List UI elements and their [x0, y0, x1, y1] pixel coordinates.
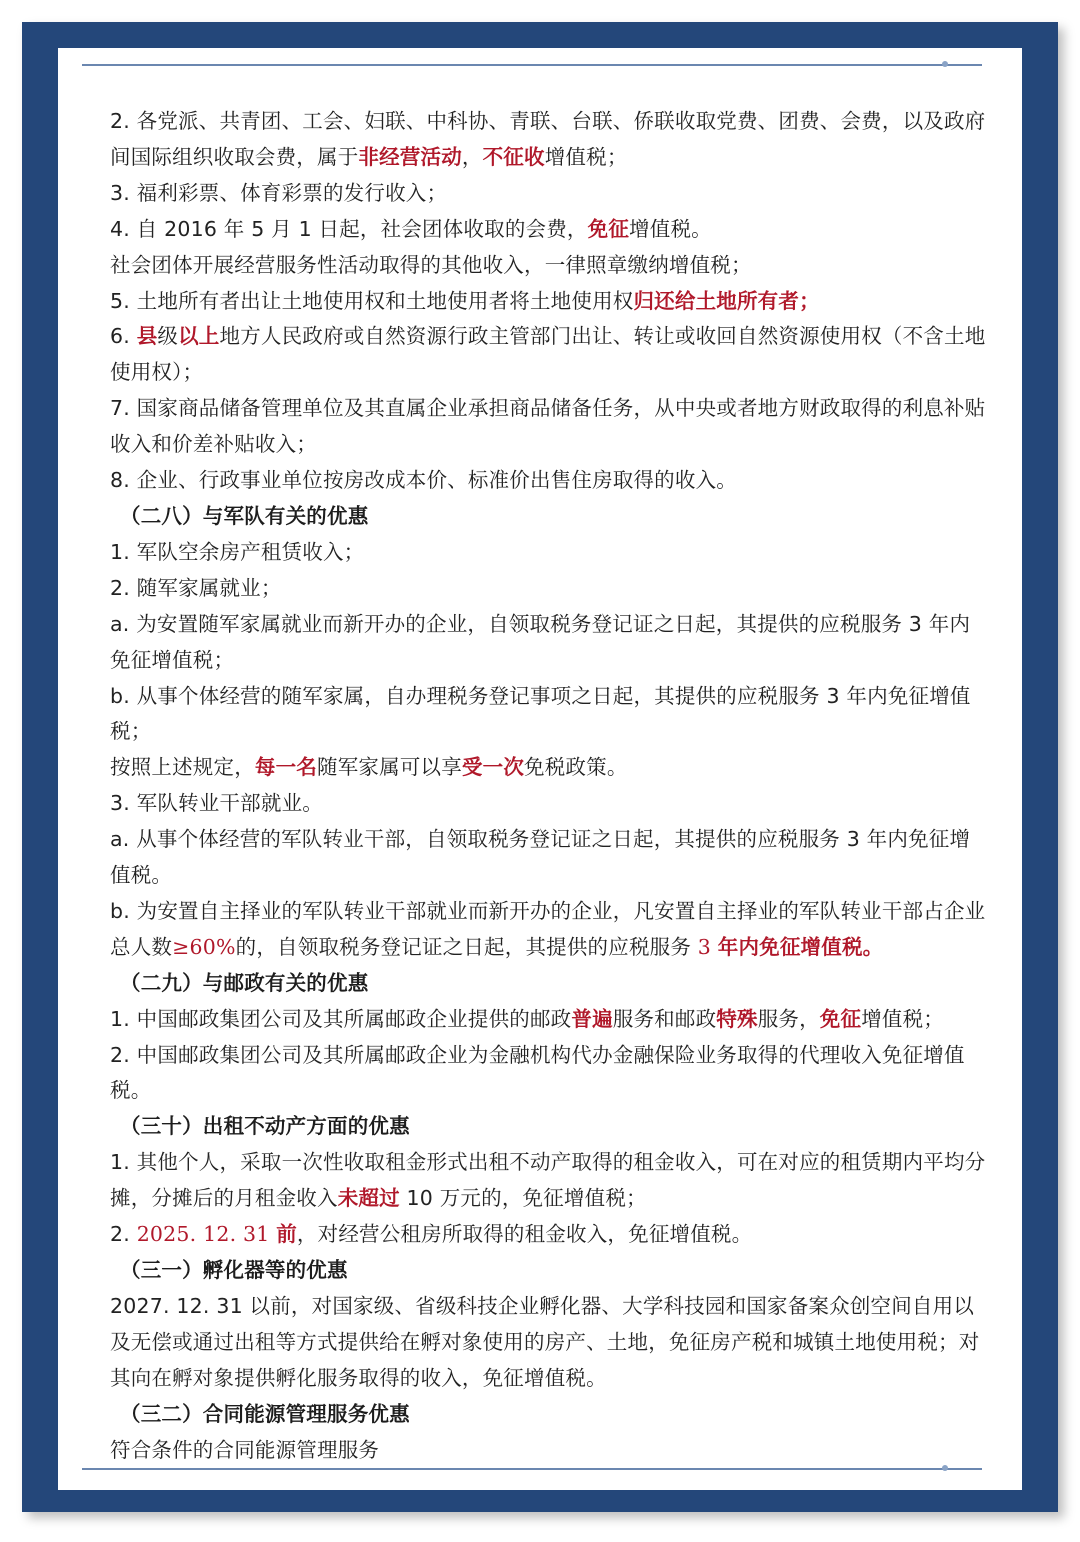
highlight-text: 不征收 [482, 144, 545, 169]
highlight-text: 免征 [587, 216, 630, 241]
paragraph [110, 1289, 990, 1397]
highlight-text: 每一名 [254, 755, 318, 780]
text-span: 服务， [757, 1006, 820, 1031]
paragraph [110, 1038, 990, 1110]
text-span: 5. 土地所有者出让土地使用权和土地使用者将土地使用权 [110, 288, 634, 313]
text-span: 按照上述规定， [110, 755, 255, 780]
text-span: 2. 随军家属就业； [110, 575, 282, 600]
highlight-text: 普遍 [571, 1006, 613, 1031]
text-span: （三十）出租不动产方面的优惠 [120, 1114, 410, 1139]
paragraph [110, 1433, 990, 1469]
text-span: （二八）与军队有关的优惠 [120, 503, 369, 528]
section-heading [110, 1397, 990, 1433]
document-body [110, 104, 990, 1468]
paragraph [110, 750, 990, 786]
text-span: 8. 企业、行政事业单位按房改成本价、标准价出售住房取得的收入。 [110, 468, 737, 493]
highlight-text: 县 [136, 324, 158, 349]
text-span: a. 为安置随军家属就业而新开办的企业，自领取税务登记证之日起，其提供的应税服务 3 年内免征增值税； [110, 611, 971, 672]
paragraph [110, 176, 990, 212]
text-span: ，对经营公租房所取得的租金收入，免征增值税。 [296, 1222, 753, 1247]
highlight-text: 以上 [178, 324, 220, 349]
paragraph [110, 535, 990, 571]
highlight-text: 2025. 12. 31 [136, 1222, 277, 1247]
paragraph [110, 679, 990, 751]
text-span: 符合条件的合同能源管理服务 [110, 1437, 380, 1462]
highlight-text: 归还给土地所有者； [633, 288, 820, 313]
text-span: （三一）孵化器等的优惠 [120, 1258, 348, 1282]
paragraph [110, 1002, 990, 1038]
top-divider [82, 64, 982, 66]
text-span: 10 万元的，免征增值税； [399, 1186, 647, 1211]
paragraph [110, 212, 990, 248]
text-span: 增值税； [861, 1006, 945, 1031]
highlight-text: 受一次 [461, 755, 525, 780]
paragraph [110, 1145, 990, 1217]
text-span: 4. 自 2016 年 5 月 1 日起，社会团体收取的会费， [110, 216, 588, 241]
highlight-text: ≥60% [172, 934, 236, 959]
section-heading [110, 966, 990, 1002]
text-span: 增值税； [544, 144, 628, 169]
text-span: 的，自领取税务登记证之日起，其提供的应税服务 [235, 934, 698, 959]
highlight-text: 免征 [819, 1006, 862, 1031]
text-span: 3. 军队转业干部就业。 [110, 791, 323, 816]
text-span: 2027. 12. 31 以前，对国家级、省级科技企业孵化器、大学科技园和国家备案众创空间自用以及无偿或通过出租等方式提供给在孵对象使用的房产、土地，免征房产税和城镇土地使用税；对其向在孵对象提供孵化服务取得的收入，免征增值税。 [110, 1293, 980, 1390]
highlight-text: 未超过 [337, 1186, 400, 1211]
paragraph [110, 1217, 990, 1253]
text-span: 免税政策。 [524, 755, 628, 780]
section-heading [110, 1253, 990, 1289]
text-span: a. 从事个体经营的军队转业干部，自领取税务登记证之日起，其提供的应税服务 3 年内免征增值税。 [110, 827, 971, 888]
highlight-text: 非经营活动 [358, 144, 462, 169]
paragraph [110, 284, 990, 320]
highlight-text: 年内免征增值税。 [717, 934, 884, 959]
text-span: 2. [110, 1222, 137, 1247]
text-span: 级 [157, 324, 179, 349]
text-span: 增值税。 [629, 216, 712, 241]
paragraph [110, 822, 990, 894]
paragraph [110, 894, 990, 966]
text-span: 2. 各党派、共青团、工会、妇联、中科协、青联、台联、侨联收取党费、团费、会费，以及政府间国际组织收取会费，属于 [110, 109, 986, 169]
paragraph [110, 571, 990, 607]
text-span: 7. 国家商品储备管理单位及其直属企业承担商品储备任务，从中央或者地方财政取得的利息补贴收入和价差补贴收入； [110, 396, 986, 457]
top-divider-dot [942, 61, 948, 67]
paragraph [110, 786, 990, 822]
paragraph [110, 104, 990, 176]
text-span: 1. 中国邮政集团公司及其所属邮政企业提供的邮政 [110, 1006, 572, 1031]
text-span: 2. 中国邮政集团公司及其所属邮政企业为金融机构代办金融保险业务取得的代理收入免征增值税。 [110, 1042, 965, 1103]
paragraph [110, 463, 990, 499]
text-span: b. 为安置自主择业的军队转业干部就业而新开办的企业，凡安置自主择业的军队转业干部占企业总人数 [110, 898, 986, 959]
text-span: 服务和邮政 [612, 1006, 717, 1031]
highlight-text: 3 [697, 934, 718, 959]
text-span: 6. [110, 324, 137, 349]
paragraph [110, 319, 990, 391]
paragraph [110, 391, 990, 463]
text-span: 3. 福利彩票、体育彩票的发行收入； [110, 180, 448, 205]
section-heading [110, 499, 990, 535]
text-span: b. 从事个体经营的随军家属，自办理税务登记事项之日起，其提供的应税服务 3 年内免征增值税； [110, 683, 971, 744]
text-span: 随军家属可以享 [317, 755, 462, 780]
text-span: ， [461, 144, 483, 169]
paragraph [110, 248, 990, 284]
section-heading [110, 1109, 990, 1145]
text-span: 1. 军队空余房产租赁收入； [110, 539, 365, 564]
text-span: （三二）合同能源管理服务优惠 [120, 1401, 410, 1426]
text-span: （二九）与邮政有关的优惠 [120, 970, 369, 995]
paragraph [110, 607, 990, 679]
text-span: 社会团体开展经营服务性活动取得的其他收入，一律照章缴纳增值税； [110, 252, 752, 277]
highlight-text: 特殊 [716, 1006, 758, 1031]
highlight-text: 前 [276, 1222, 297, 1247]
text-span: 地方人民政府或自然资源行政主管部门出让、转让或收回自然资源使用权（不含土地使用权）； [110, 324, 986, 385]
text-span: 1. 其他个人，采取一次性收取租金形式出租不动产取得的租金收入，可在对应的租赁期内平均分摊，分摊后的月租金收入 [110, 1150, 986, 1211]
